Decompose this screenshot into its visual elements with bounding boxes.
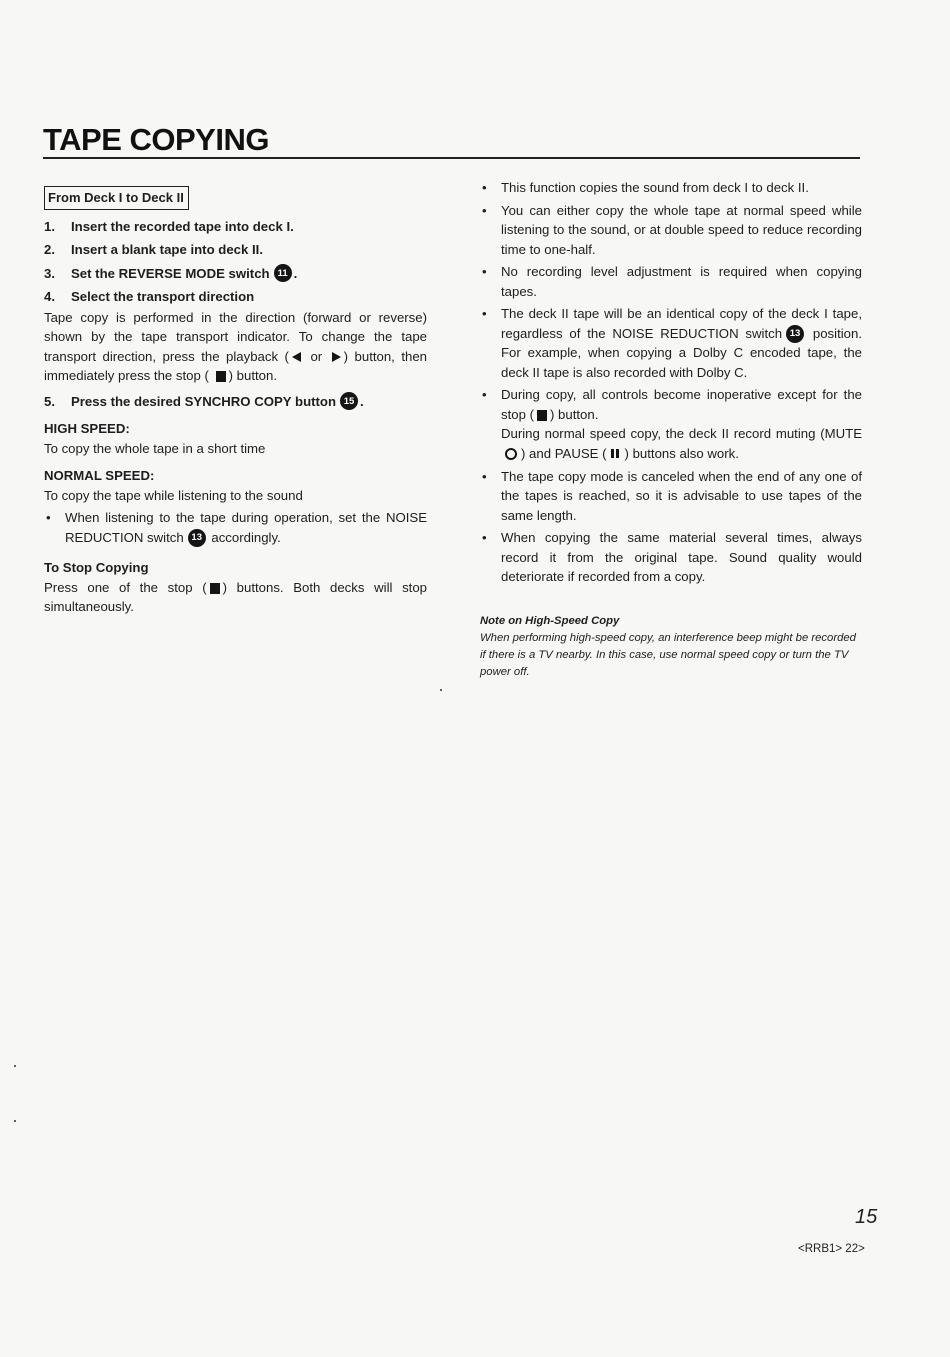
stop-square-icon	[216, 371, 226, 382]
bullet-dot: •	[482, 468, 487, 484]
bullet-dot: •	[482, 180, 487, 195]
step-number: 3.	[44, 265, 55, 281]
scan-speck	[14, 1065, 16, 1067]
play-reverse-icon	[292, 352, 301, 362]
step-text: Set the REVERSE MODE switch	[71, 265, 270, 281]
step-1	[44, 217, 427, 237]
number-circle-icon: 15	[340, 392, 358, 410]
number-circle-icon: 13	[188, 529, 206, 547]
list-item: • You can either copy the whole tape at normal speed while listening to the sound, or at double speed to reduce recording time to one-half.	[480, 201, 862, 260]
note-text: When performing high-speed copy, an interference beep might be recorded if there is a TV nearby. In this case, use normal speed copy or turn the TV power off.	[480, 631, 856, 678]
stop-square-icon	[210, 583, 220, 594]
list-item: • The deck II tape will be an identical copy of the deck I tape, regardless of the NOISE REDUCTION switch 13 position. For example, when copying a Dolby C encoded tape, the deck II tape is also recorded with Dolby C.	[480, 304, 862, 382]
bullet-dot: •	[482, 306, 487, 321]
bullet-dot: •	[482, 202, 487, 218]
list-item: • This function copies the sound from deck I to deck II.	[480, 178, 862, 198]
document-code: <RRB1> 22>	[798, 1243, 865, 1255]
page-title: TAPE COPYING	[43, 122, 269, 157]
pause-icon	[611, 444, 621, 464]
number-circle-icon: 13	[786, 325, 804, 343]
step-number: 2.	[44, 242, 55, 257]
note-block	[480, 613, 862, 681]
step-text: Insert the recorded tape into deck I.	[71, 218, 294, 234]
play-forward-icon	[332, 352, 341, 362]
step-number: 4.	[44, 289, 55, 304]
high-speed-heading: HIGH SPEED:	[44, 421, 130, 436]
step-text: Insert a blank tape into deck II.	[71, 242, 264, 257]
stop-copying-text: Press one of the stop ( ) buttons. Both decks will stop simultaneously.	[44, 579, 428, 615]
list-item: • During copy, all controls become inoperative except for the stop ( ) button. During normal speed copy, the deck II record muting (MUTE) and PAUSE ( ) buttons also work.	[480, 385, 862, 464]
bullet-dot: •	[46, 510, 51, 525]
list-item: • When listening to the tape during operation, set the NOISE REDUCTION switch 13 accordingly.	[44, 508, 427, 547]
page-number: 15	[855, 1206, 878, 1228]
list-item: • The tape copy mode is canceled when the end of any one of the tapes is reached, so it is advisable to use tapes of the same length.	[480, 467, 862, 526]
step-number: 5.	[44, 393, 55, 409]
step-number: 1.	[44, 218, 55, 234]
bullet-dot: •	[482, 387, 487, 403]
normal-speed-heading: NORMAL SPEED:	[44, 468, 155, 483]
number-circle-icon: 11	[274, 264, 292, 282]
step-5: 5. Press the desired SYNCHRO COPY button 15 .	[44, 392, 427, 412]
step-4-body: Tape copy is performed in the direction (forward or reverse) shown by the tape transport indicator. To change the tape transport direction, press the playback ( or ) button, then immediately press the stop ( ) button.	[44, 309, 427, 383]
scan-speck	[14, 1120, 16, 1122]
bullet-dot: •	[482, 530, 487, 546]
step-text: Press the desired SYNCHRO COPY button	[71, 393, 337, 409]
note-title: Note on High-Speed Copy	[480, 614, 620, 627]
section-label-box: From Deck I to Deck II	[44, 186, 189, 210]
step-3: 3. Set the REVERSE MODE switch 11 .	[44, 264, 427, 284]
list-item: • When copying the same material several times, always record it from the original tape. Sound quality would deteriorate if recorded from a copy.	[480, 528, 862, 587]
title-rule	[43, 157, 860, 159]
mute-ring-icon	[505, 448, 517, 460]
right-column	[480, 175, 862, 681]
list-item: • No recording level adjustment is required when copying tapes.	[480, 262, 862, 301]
high-speed-text: To copy the whole tape in a short time	[44, 440, 266, 456]
stop-square-icon	[537, 410, 547, 421]
step-text: Select the transport direction	[71, 289, 255, 304]
left-column	[44, 186, 427, 620]
step-4	[44, 287, 427, 307]
bullet-dot: •	[482, 264, 487, 279]
stop-copying-heading: To Stop Copying	[44, 560, 149, 576]
normal-speed-text: To copy the tape while listening to the sound	[44, 487, 303, 503]
step-2	[44, 240, 427, 260]
scan-speck	[440, 689, 442, 691]
